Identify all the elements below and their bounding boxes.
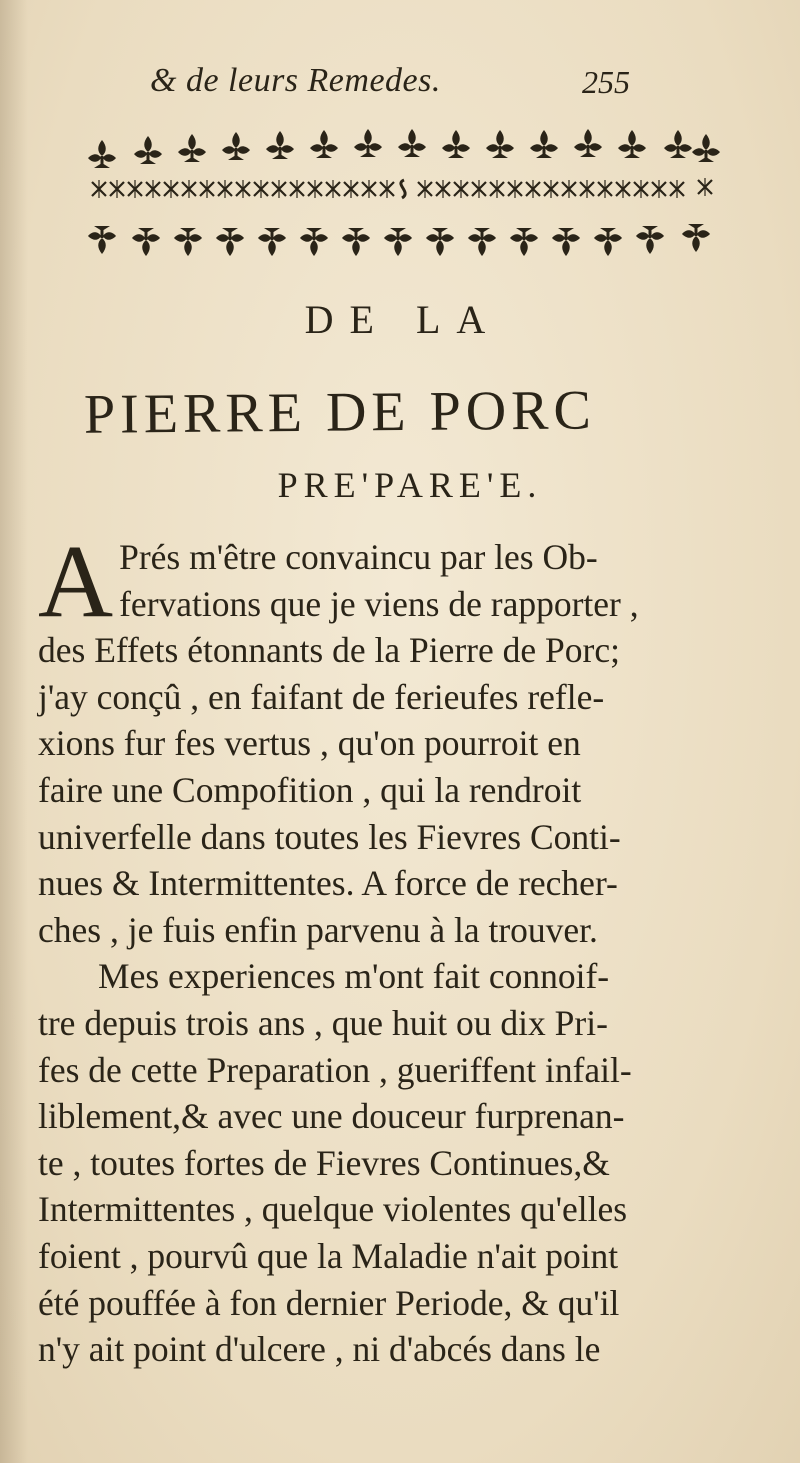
text-line: univerfelle dans toutes les Fievres Conti- <box>38 816 621 857</box>
page-number: 255 <box>582 64 630 100</box>
text-line: tre depuis trois ans , que huit ou dix Pri- <box>38 1002 608 1043</box>
text-line: faire une Compofition , qui la rendroit <box>38 769 582 810</box>
text-line: xions fur fes vertus , qu'on pourroit en <box>38 723 581 764</box>
text-line: fes de cette Preparation , gueriffent infail- <box>38 1049 632 1090</box>
text-line: n'y ait point d'ulcere , ni d'abcés dans le <box>38 1329 601 1370</box>
text-line: te , toutes fortes de Fievres Continues,& <box>38 1142 610 1183</box>
body-text <box>38 524 778 1373</box>
text-line: fervations que je viens de rapporter , <box>119 583 639 624</box>
drop-cap: A <box>38 524 114 639</box>
text-line: ches , je fuis enfin parvenu à la trouver. <box>38 909 598 950</box>
text-line: été pouffée à fon dernier Periode, & qu'il <box>38 1282 620 1323</box>
text-line: Mes experiences m'ont fait connoif- <box>98 956 610 997</box>
text-line: Intermittentes , quelque violentes qu'elles <box>38 1189 628 1230</box>
title-line-1: DE LA <box>304 297 502 342</box>
text-line: nues & Intermittentes. A force de recher- <box>38 863 618 904</box>
title-line-2: PIERRE DE PORC <box>83 379 597 446</box>
printers-flower-ornament-band <box>88 118 722 276</box>
text-line: foient , pourvû que la Maladie n'ait point <box>38 1235 619 1276</box>
title-line-3: PRE'PARE'E. <box>277 465 543 505</box>
running-head: & de leurs Remedes. <box>150 62 441 99</box>
spine-shadow <box>0 0 28 1463</box>
text-line: Prés m'être convaincu par les Ob- <box>119 537 598 577</box>
ornament-svg <box>88 118 722 276</box>
text-line: liblement,& avec une douceur furprenan- <box>38 1096 625 1137</box>
text-line: des Effets étonnants de la Pierre de Porc; <box>38 630 620 671</box>
text-line: j'ay conçû , en faifant de ferieufes refle- <box>38 676 605 717</box>
